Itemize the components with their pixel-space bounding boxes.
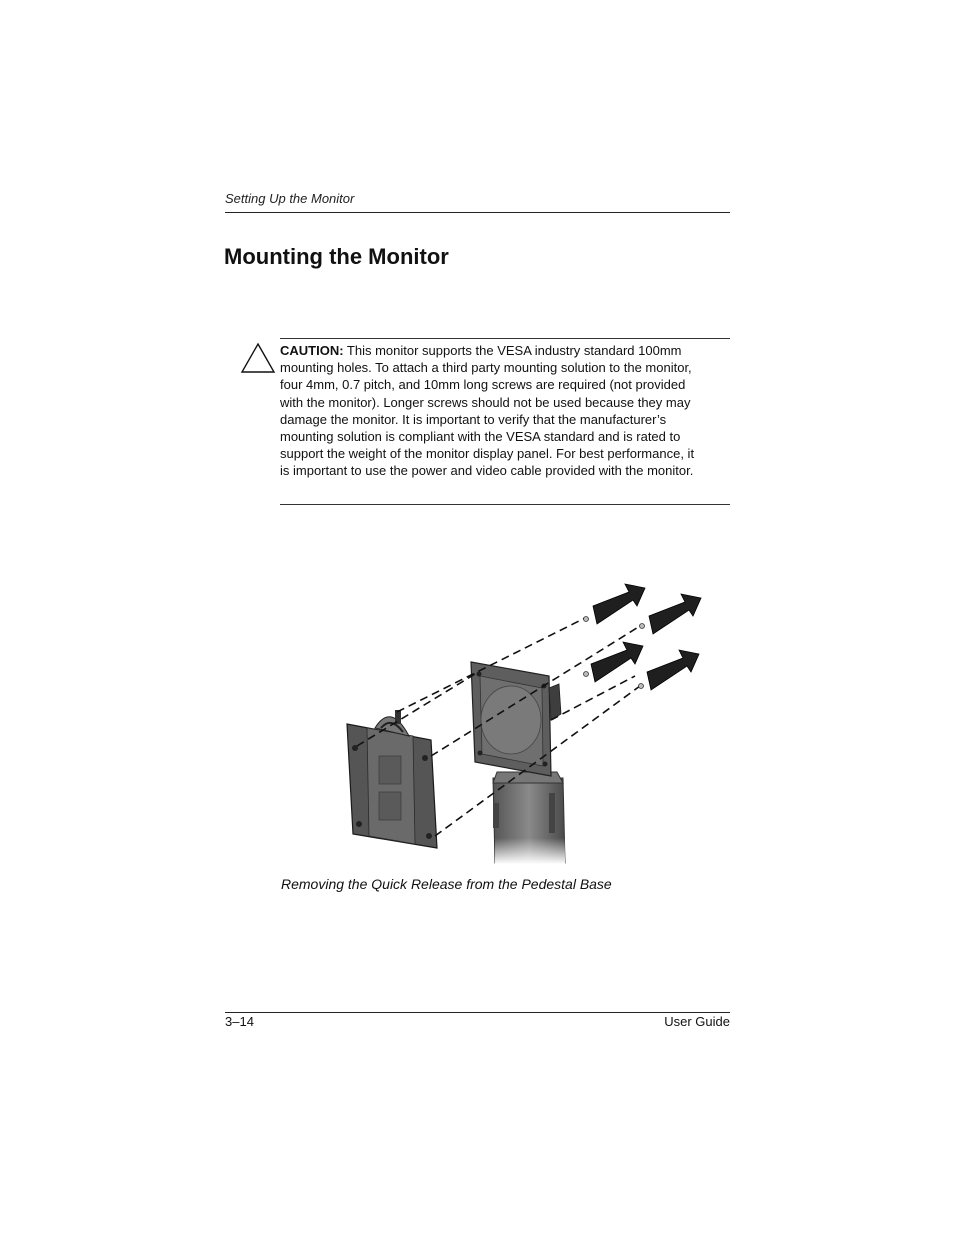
caution-label: CAUTION: xyxy=(280,343,344,358)
page-number: 3–14 xyxy=(225,1014,254,1029)
caution-triangle-icon xyxy=(240,342,276,374)
running-header: Setting Up the Monitor xyxy=(225,191,355,206)
figure-caption: Removing the Quick Release from the Pedestal Base xyxy=(281,876,612,892)
footer-rule xyxy=(225,1012,730,1013)
pedestal-mounting-plate xyxy=(471,662,561,776)
caution-notice xyxy=(280,342,700,480)
caution-body: This monitor supports the VESA industry standard 100mm mounting holes. To attach a third party mounting solution to the monitor, four 4mm, 0.7 pitch, and 10mm long screws are required (not provided with the monitor). Longer screws should not be used because they may damage the monitor. It is important to verify that the manufacturer’s mounting solution is compliant with the VESA standard and is rated to support the weight of the monitor display panel. For best performance, it is important to use the power and video cable provided with the monitor. xyxy=(280,343,695,479)
caution-rule-top xyxy=(280,338,730,339)
caution-rule-bottom xyxy=(280,504,730,505)
header-rule xyxy=(225,212,730,213)
quick-release-illustration xyxy=(335,578,710,868)
quick-release-plate xyxy=(347,710,437,848)
page-title: Mounting the Monitor xyxy=(224,244,449,269)
footer-doc-title: User Guide xyxy=(664,1014,730,1029)
removal-arrows xyxy=(591,584,701,690)
